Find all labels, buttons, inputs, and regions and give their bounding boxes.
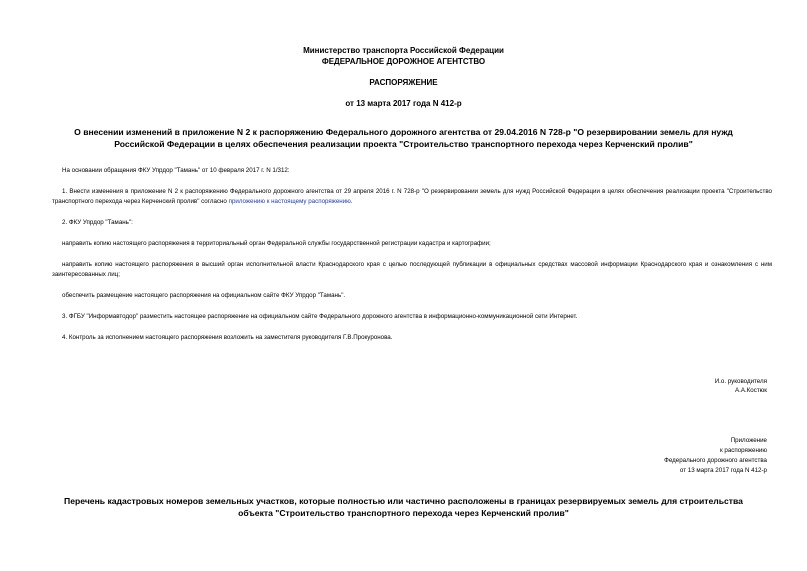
item-2c-paragraph — [52, 291, 772, 301]
appendix-line-2: к распоряжению — [719, 447, 767, 454]
signature-name: А.А.Костюк — [734, 387, 767, 394]
item-2b-paragraph — [52, 260, 772, 279]
item-4-text: 4. Контроль за исполнением настоящего распоряжения возложить на заместителя руководителя Г.В.Прокуронова. — [62, 334, 393, 341]
agency-name: ФЕДЕРАЛЬНОЕ ДОРОЖНОЕ АГЕНТСТВО — [321, 57, 486, 66]
item-4-paragraph — [52, 333, 772, 343]
basis-paragraph — [52, 166, 772, 176]
document-date: от 13 марта 2017 года N 412-р — [345, 99, 462, 108]
document-title-line2: Российской Федерации в целях обеспечения реализации проекта "Строительство транспортного перехода через Керченский пролив" — [114, 139, 693, 149]
item-2c-text: обеспечить размещение настоящего распоряжения на официальном сайте ФКУ Упрдор "Тамань". — [62, 292, 346, 299]
document-title-line1: О внесении изменений в приложение N 2 к распоряжению Федерального дорожного агентства от 29.04.2016 N 728-р "О резервировании земель для нужд — [74, 127, 733, 137]
appendix-link[interactable]: приложению к настоящему распоряжению — [228, 197, 351, 205]
item-2-text: 2. ФКУ Упрдор "Тамань": — [62, 219, 133, 226]
item-2b-text: направить копию настоящего распоряжения в высший орган исполнительной власти Краснодарского края с целью последующей публикации в официальных средствах массовой информации Краснодарского края и ознакомления с ним заинтересованных лиц; — [52, 261, 772, 278]
document-type: РАСПОРЯЖЕНИЕ — [369, 78, 438, 87]
item-2a-text: направить копию настоящего распоряжения в территориальный орган Федеральной службы государственной регистрации кадастра и картографии; — [62, 240, 491, 247]
item-1-paragraph — [52, 187, 772, 206]
ministry-name: Министерство транспорта Российской Федерации — [303, 46, 504, 55]
signature-position: И.о. руководителя — [714, 378, 767, 385]
item-3-text: 3. ФГБУ "Информавтодор" разместить настоящее распоряжение на официальном сайте Федерального дорожного агентства в информационно-коммуникационной сети Интернет. — [62, 313, 578, 320]
list-title-line2: объекта "Строительство транспортного перехода через Керченский пролив" — [238, 508, 569, 518]
item-3-paragraph — [52, 312, 772, 322]
list-title-line1: Перечень кадастровых номеров земельных участков, которые полностью или частично расположены в границах резервируемых земель для строительства — [64, 496, 743, 506]
item-1-end: . — [350, 197, 353, 205]
item-1-text: 1. Внести изменения в приложение N 2 к распоряжению Федерального дорожного агентства от 29 апреля 2016 г. N 728-р "О резервировании земель для нужд Российской Федерации в целях обеспечения реализации проекта "Строительство транспортного перехода через Керченский пролив" согласно — [52, 188, 772, 205]
appendix-line-3: Федерального дорожного агентства — [664, 457, 767, 464]
appendix-line-1: Приложение — [730, 437, 767, 444]
item-2a-paragraph — [52, 239, 772, 249]
appendix-line-4: от 13 марта 2017 года N 412-р — [679, 467, 767, 474]
basis-text: На основании обращения ФКУ Упрдор "Тамань" от 10 февраля 2017 г. N 1/312: — [62, 167, 290, 174]
item-2-paragraph — [52, 218, 772, 228]
